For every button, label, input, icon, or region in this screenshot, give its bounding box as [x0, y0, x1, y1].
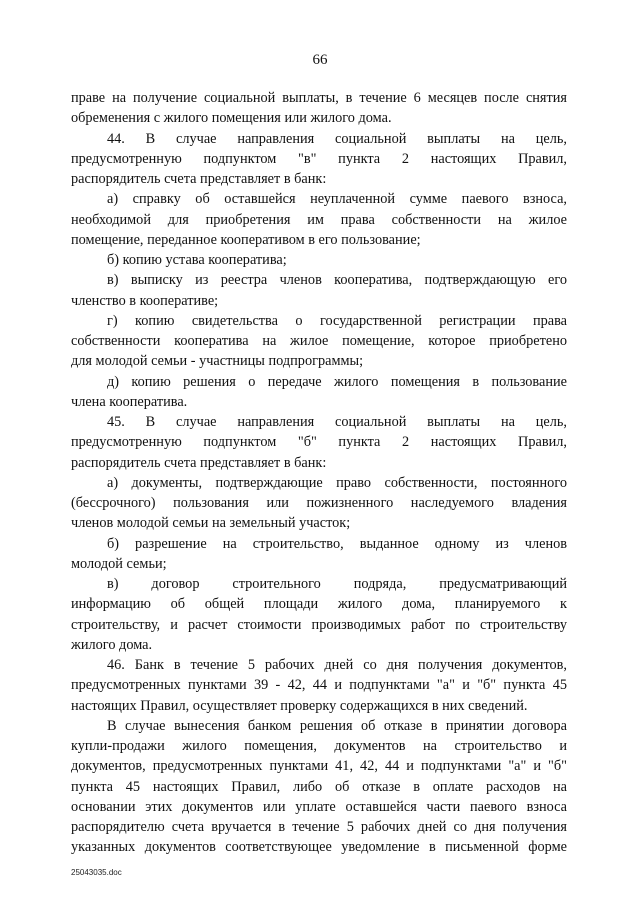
text-line: предусмотренную подпунктом "б" пункта 2 настоящих Правил, [71, 434, 567, 451]
text-line: указанных документов соответствующее уведомление в письменной форме [71, 839, 567, 856]
text-line: молодой семьи; [71, 555, 167, 572]
document-body [71, 88, 567, 858]
text-line: помещение, переданное кооперативом в его пользование; [71, 231, 421, 248]
text-line: 44. В случае направления социальной выплаты на цель, [107, 130, 567, 147]
text-line: документов, предусмотренных пунктами 41, 42, 44 и подпунктами "а" и "б" [71, 758, 567, 775]
text-line: собственности кооператива на жилое помещение, которое приобретено [71, 333, 567, 349]
text-line: (бессрочного) пользования или пожизненного наследуемого владения [71, 495, 567, 511]
text-line: необходимой для приобретения им права собственности на жилое [71, 211, 567, 228]
text-line: информацию об общей площади жилого дома, планируемого к [71, 596, 567, 613]
text-line: членов молодой семьи на земельный участок; [71, 515, 351, 532]
text-line: предусмотренных пунктами 39 - 42, 44 и подпунктами "а" и "б" пункта 45 [71, 677, 567, 694]
text-line: настоящих Правил, осуществляет проверку содержащихся в них сведений. [71, 697, 528, 714]
text-line: строительству, и расчет стоимости производимых работ по строительству [71, 616, 567, 633]
file-name-footer: 25043035.doc [71, 868, 122, 877]
text-line: жилого дома. [71, 636, 153, 653]
text-line: а) справку об оставшейся неуплаченной сумме паевого взноса, [107, 191, 567, 208]
text-line: в) договор строительного подряда, предусматривающий [107, 576, 567, 592]
text-line: распорядителю счета вручается в течение 5 рабочих дней со дня получения [71, 819, 567, 835]
text-line: а) документы, подтверждающие право собственности, постоянного [107, 474, 567, 491]
text-line: распорядитель счета представляет в банк: [71, 171, 327, 187]
text-line: 45. В случае направления социальной выплаты на цель, [107, 414, 567, 430]
text-line: пункта 45 настоящих Правил, либо об отказе в оплате расходов на [71, 778, 567, 795]
text-line: предусмотренную подпунктом "в" пункта 2 настоящих Правил, [71, 150, 567, 167]
text-line: праве на получение социальной выплаты, в течение 6 месяцев после снятия [71, 90, 567, 106]
text-line: основании этих документов или уплате оставшейся части паевого взноса [71, 798, 567, 815]
text-line: распорядитель счета представляет в банк: [71, 454, 327, 471]
text-line: б) разрешение на строительство, выданное одному из членов [107, 535, 567, 552]
text-line: 46. Банк в течение 5 рабочих дней со дня получения документов, [107, 657, 567, 673]
page-number: 66 [312, 52, 328, 68]
text-line: в) выписку из реестра членов кооператива, подтверждающую его [107, 272, 567, 289]
text-line: обременения с жилого помещения или жилого дома. [71, 110, 392, 127]
text-line: для молодой семьи - участницы подпрограммы; [71, 353, 364, 370]
text-line: купли-продажи жилого помещения, документов на строительство и [71, 738, 567, 754]
text-line: д) копию решения о передаче жилого помещения в пользование [107, 373, 567, 390]
text-line: члена кооператива. [71, 393, 188, 410]
text-line: б) копию устава кооператива; [107, 252, 287, 268]
text-line: г) копию свидетельства о государственной регистрации права [107, 312, 567, 329]
text-line: В случае вынесения банком решения об отказе в принятии договора [107, 717, 567, 734]
text-line: членство в кооперативе; [71, 292, 219, 309]
